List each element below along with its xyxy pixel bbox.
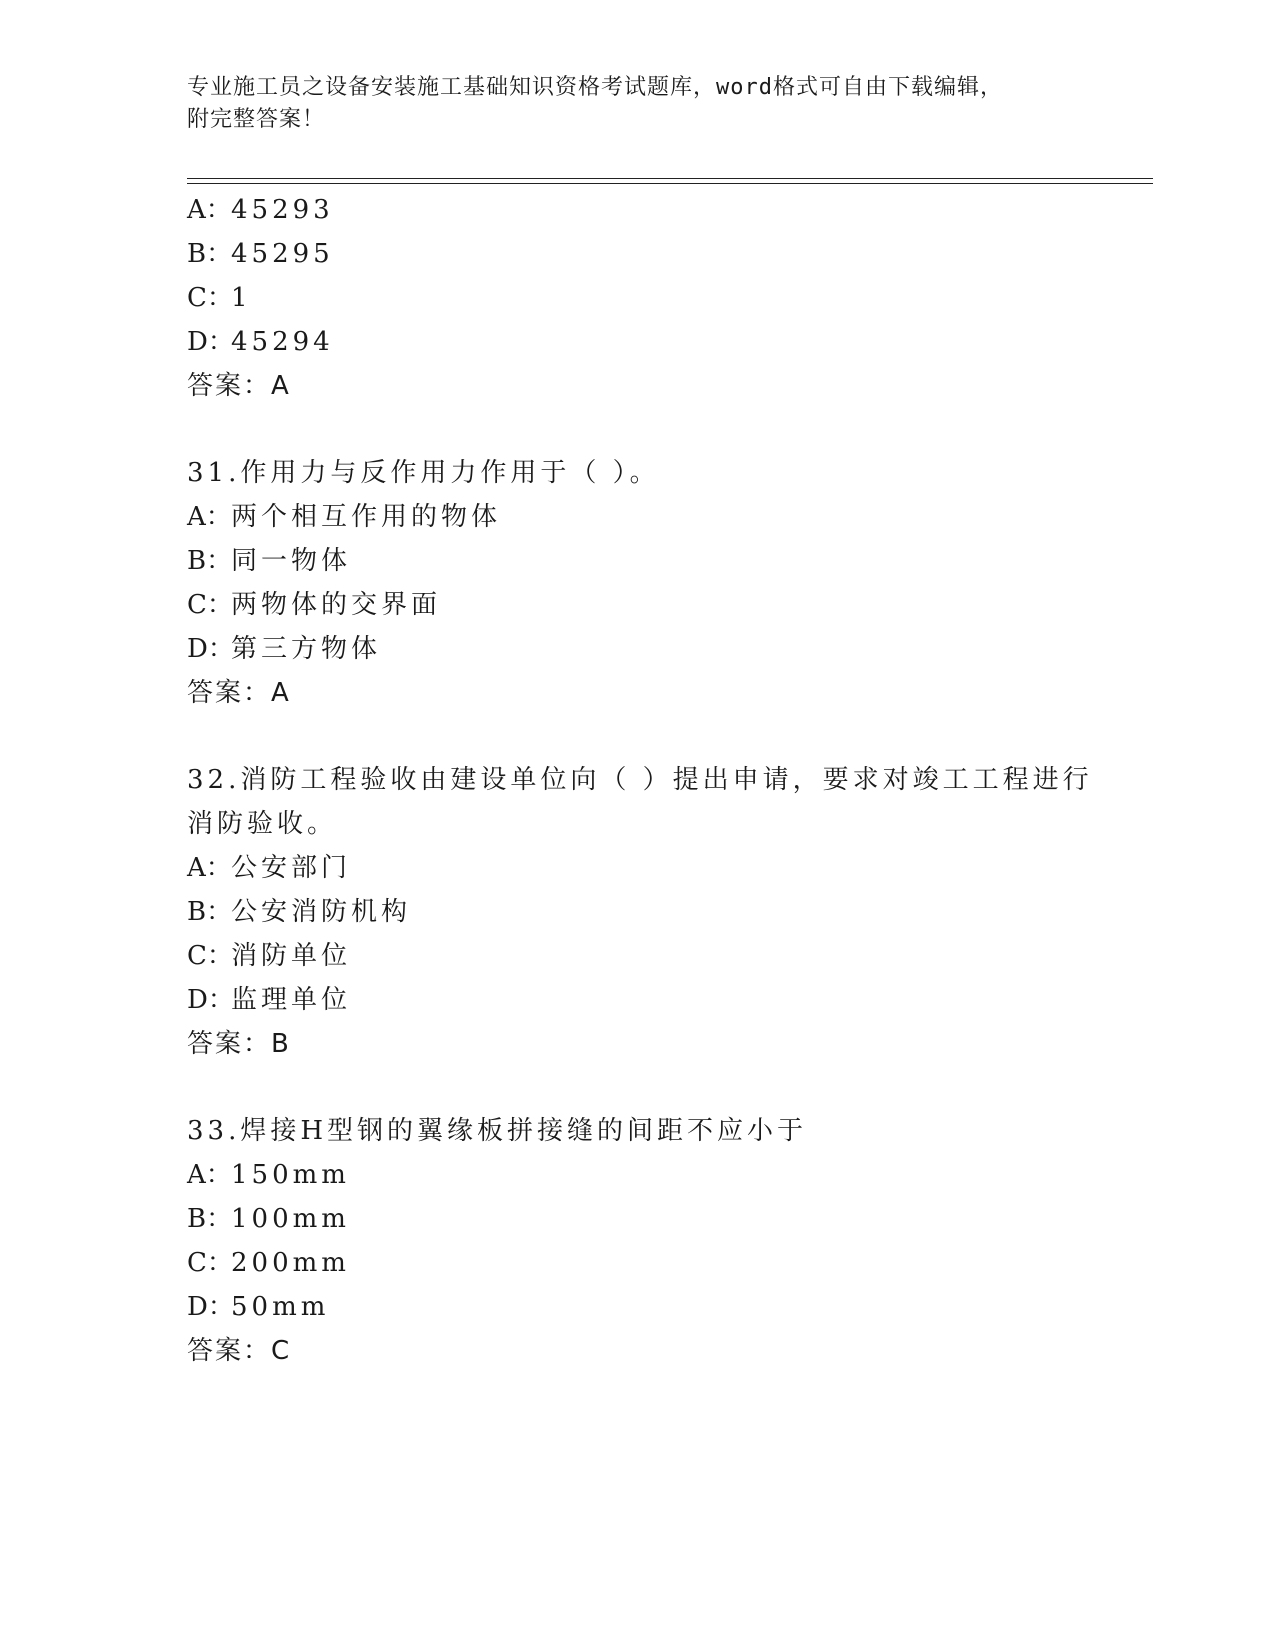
q30-answer: 答案：A [187, 371, 291, 401]
option-text: 150mm [231, 1160, 350, 1190]
q32-option-a [187, 850, 351, 886]
option-text: 45293 [231, 195, 334, 225]
option-text: 两物体的交界面 [231, 590, 442, 620]
q30-option-b [187, 236, 334, 272]
q33-answer: 答案：C [187, 1336, 292, 1366]
option-text: 两个相互作用的物体 [231, 502, 502, 532]
option-text: 公安消防机构 [231, 897, 412, 927]
option-label: A： [187, 502, 232, 532]
header-line-2: 附完整答案！ [187, 107, 326, 132]
q33-option-d [187, 1289, 329, 1325]
q33-option-a [187, 1157, 350, 1193]
option-text: 消防单位 [231, 941, 352, 971]
header-line-1: 专业施工员之设备安装施工基础知识资格考试题库，word格式可自由下载编辑， [187, 75, 1003, 100]
q33-option-b [187, 1201, 350, 1237]
q31-option-c [187, 587, 441, 623]
option-text: 200mm [231, 1248, 350, 1278]
option-text: 监理单位 [231, 985, 352, 1015]
q32-option-d [187, 982, 351, 1018]
option-label: C： [187, 1248, 233, 1278]
option-label: A： [187, 853, 232, 883]
document-header [187, 72, 1087, 136]
option-label: B： [187, 239, 233, 269]
option-label: D： [187, 1292, 234, 1322]
option-label: D： [187, 327, 234, 357]
option-text: 1 [231, 283, 252, 313]
option-label: C： [187, 283, 233, 313]
q32-option-c [187, 938, 351, 974]
q30-option-c [187, 280, 252, 316]
q32-question-line-1: 32.消防工程验收由建设单位向（ ）提出申请，要求对竣工工程进行 [187, 765, 1093, 795]
header-divider-top [187, 178, 1153, 179]
option-label: C： [187, 590, 233, 620]
option-text: 同一物体 [231, 546, 352, 576]
q31-question: 31.作用力与反作用力作用于（ ）。 [187, 458, 660, 488]
q30-option-a [187, 192, 334, 228]
option-label: C： [187, 941, 233, 971]
q31-option-b [187, 543, 351, 579]
q33-option-c [187, 1245, 350, 1281]
q33-question: 33.焊接H型钢的翼缘板拼接缝的间距不应小于 [187, 1116, 808, 1146]
option-label: B： [187, 546, 233, 576]
option-label: D： [187, 985, 234, 1015]
option-text: 50mm [231, 1292, 330, 1322]
option-text: 100mm [231, 1204, 350, 1234]
q32-question-line-2: 消防验收。 [187, 809, 338, 839]
option-text: 45295 [231, 239, 334, 269]
q31-answer: 答案：A [187, 678, 291, 708]
q31-option-d [187, 631, 381, 667]
option-label: A： [187, 195, 232, 225]
option-label: D： [187, 634, 234, 664]
q31-option-a [187, 499, 501, 535]
header-divider-bottom [187, 183, 1153, 184]
option-text: 公安部门 [231, 853, 352, 883]
q30-option-d [187, 324, 334, 360]
option-text: 第三方物体 [231, 634, 382, 664]
option-label: B： [187, 1204, 233, 1234]
option-text: 45294 [231, 327, 334, 357]
q32-option-b [187, 894, 411, 930]
q32-answer: 答案：B [187, 1029, 291, 1059]
option-label: B： [187, 897, 233, 927]
option-label: A： [187, 1160, 232, 1190]
